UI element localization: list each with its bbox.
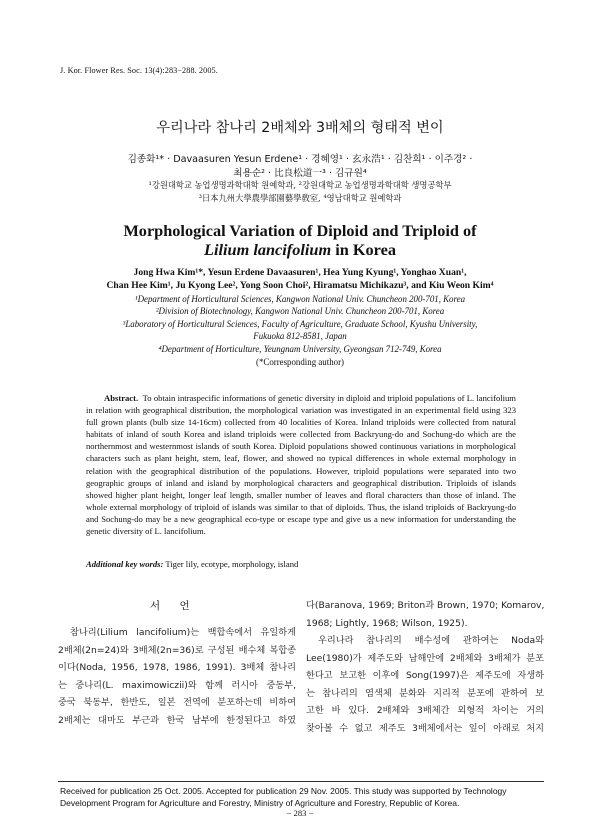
col1-line: 2배체(2n=24)와 3배체(2n=36)로 구성된 배수체 복합종 [58, 644, 296, 656]
english-authors-line1: Jong Hwa Kim¹*, Yesun Erdene Davaasuren¹, Hea Yung Kyung¹, Yonghao Xuan¹, [133, 267, 467, 278]
corresponding-note: (*Corresponding author) [256, 357, 344, 367]
english-title-line2 [0, 240, 600, 260]
col2-line: Lee(1980)가 제주도와 남해안에 2배체와 3배체가 분포 [306, 652, 544, 664]
keywords [86, 559, 298, 569]
footnote-rule [58, 781, 544, 782]
col1-line: 참나리(Lilium lancifolium)는 백합속에서 유일하게 [70, 627, 296, 638]
abstract-label: Abstract. [104, 393, 139, 403]
affiliation-2: ²Division of Biotechnology, Kangwon National Univ. Chuncheon 200-701, Korea [155, 306, 445, 316]
affiliation-3-cont: Fukuoka 812-8581, Japan [253, 331, 347, 341]
section-title: 서 언 [150, 600, 198, 612]
affiliation-3: ³Laboratory of Horticultural Sciences, Faculty of Agriculture, Graduate School, Kyushu University, [122, 319, 478, 329]
col2-line: 는 참나리의 염색체 분화와 지리적 분포에 관하여 보 [306, 687, 544, 699]
keywords-text: Tiger lily, ecotype, morphology, island [163, 559, 299, 569]
col2-line: 1968; Lightly, 1968; Wilson, 1925). [306, 617, 468, 629]
affiliation-1: ¹Department of Horticultural Sciences, Kangwon National Univ. Chuncheon 200-701, Korea [134, 294, 466, 304]
col2-line: 찾아볼 수 없고 제주도 3배체에서는 잎이 아래로 처지 [306, 722, 544, 734]
korean-affiliation-line2: ³日本九州大學農學部園藝學敎室, ⁴영남대학교 원예학과 [198, 193, 402, 203]
abstract [86, 392, 516, 537]
col2-line: 우리나라 참나리의 배수성에 관하여는 Noda와 [318, 635, 544, 646]
korean-authors-line2: 최용순² · 比良松道一³ · 김규원⁴ [233, 168, 367, 179]
col1-line: 중국 북동부, 한반도, 일본 전역에 분포하는데 비하여 [58, 697, 296, 708]
col1-line: 2배체는 대마도 부근과 한국 남부에 한정된다고 하였 [58, 714, 296, 726]
col1-line: 는 중나리(L. maximowiczii)와 함께 러시아 중동부, [58, 679, 296, 691]
abstract-text: To obtain intraspecific informations of genetic diversity in diploid and triploid populations of L. lancifolium in relation with geographical distribution, the morphological variation was investigated in an experimental field using 323 full grown plants (bulb size 14-16cm) collected from 40 localities of Korea. Inland triploids were collected from natural habitats of inland of south Korea and island triploids were collected from Backryung-do and Sochung-do which are the northernmost and westernmost islands of south Korea. Diploid populations showed continuous variations in morphological characters such as plant height, stem, leaf, flower, and showed no typical differences in whole external morphology in relation with the geographical distribution of the populations. However, triploid populations were separated into two geographic groups of inland and island by morphological characters and geographical distribution. Triploids of islands showed higher plant height, longer leaf length, smaller number of leaves and floral characters than those of inland. The whole external morphology of triploid of islands was similar to that of diploids. Thus, the island triploids of Backryung-do and Sochung-do may be a new geographical eco-type or escape type and give us a new information for understanding the genetic diversity of L. lancifolium. [86, 393, 516, 537]
korean-title: 우리나라 참나리 2배체와 3배체의 형태적 변이 [156, 120, 444, 136]
journal-header: J. Kor. Flower Res. Soc. 13(4):283−288. 2005. [60, 66, 218, 75]
col2-line: 한다고 보고한 이후에 Song(1997)은 제주도에 자생하 [306, 670, 544, 681]
korean-authors-line1: 김종화¹* · Davaasuren Yesun Erdene¹ · 경혜영¹ · 玄永浩¹ · 김찬희¹ · 이주경² · [127, 154, 473, 165]
page-number: − 283 − [286, 808, 314, 818]
intro-column-2 [306, 597, 544, 737]
species-name: Lilium lancifolium [204, 240, 332, 259]
english-authors-line2: Chan Hee Kim¹, Ju Kyong Lee², Yong Soon Choi², Hiramatsu Michikazu³, and Kiu Weon Kim⁴ [106, 280, 494, 291]
keywords-label: Additional key words: [86, 559, 164, 569]
footnote: Received for publication 25 Oct. 2005. Accepted for publication 29 Nov. 2005. This study was supported by Technology Development Program for Agriculture and Forestry, Ministry of Agriculture and Forestry, Republic of Korea. [60, 786, 507, 808]
col2-line: 다(Baranova, 1969; Briton과 Brown, 1970; Komarov, [306, 600, 544, 611]
intro-column-1 [58, 624, 296, 729]
col1-line: 이다(Noda, 1956, 1978, 1986, 1991). 3배체 참나리 [58, 662, 296, 673]
english-title-line1: Morphological Variation of Diploid and Triploid of [123, 221, 477, 240]
title-suffix: in Korea [331, 240, 396, 259]
col2-line: 고한 바 있다. 2배체와 3배체간 외형적 차이는 거의 [306, 705, 544, 716]
korean-affiliation-line1: ¹강원대학교 농업생명과학대학 원예학과, ²강원대학교 농업생명과학대학 생명공학부 [148, 180, 452, 190]
affiliation-4: ⁴Department of Horticulture, Yeungnam University, Gyeongsan 712-749, Korea [158, 344, 442, 354]
